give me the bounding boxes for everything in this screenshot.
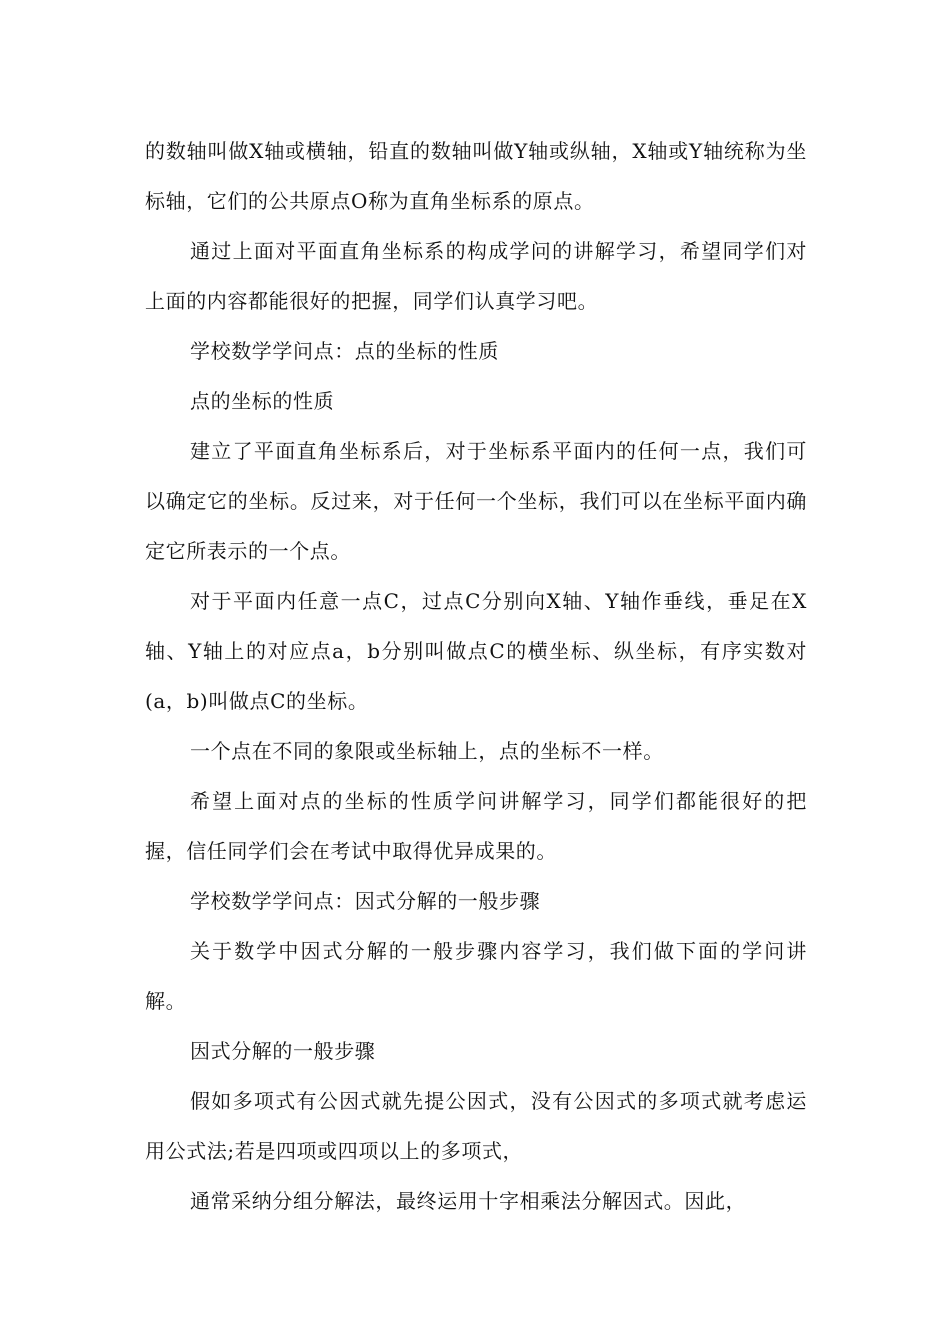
paragraph-axis-definition: 的数轴叫做X轴或横轴，铅直的数轴叫做Y轴或纵轴，X轴或Y轴统称为坐标轴，它们的公共原点O称为直角坐标系的原点。 bbox=[145, 139, 807, 213]
section-heading-factorization: 学校数学学问点：因式分解的一般步骤 bbox=[190, 889, 541, 913]
document-body bbox=[145, 126, 807, 1226]
paragraph-factorization-step-one: 假如多项式有公因式就先提公因式，没有公因式的多项式就考虑运用公式法;若是四项或四项以上的多项式， bbox=[145, 1089, 807, 1163]
paragraph-factorization-intro: 关于数学中因式分解的一般步骤内容学习，我们做下面的学问讲解。 bbox=[145, 939, 807, 1013]
paragraph-summary-coordinate-system: 通过上面对平面直角坐标系的构成学问的讲解学习，希望同学们对上面的内容都能很好的把握，同学们认真学习吧。 bbox=[145, 239, 807, 313]
subheading-point-coordinate: 点的坐标的性质 bbox=[190, 389, 335, 413]
paragraph-coordinate-correspondence: 建立了平面直角坐标系后，对于坐标系平面内的任何一点，我们可以确定它的坐标。反过来，对于任何一个坐标，我们可以在坐标平面内确定它所表示的一个点。 bbox=[145, 439, 807, 563]
paragraph-quadrant-note: 一个点在不同的象限或坐标轴上，点的坐标不一样。 bbox=[190, 739, 664, 763]
paragraph-point-c-coordinates: 对于平面内任意一点C，过点C分别向X轴、Y轴作垂线，垂足在X轴、Y轴上的对应点a，b分别叫做点C的横坐标、纵坐标，有序实数对(a，b)叫做点C的坐标。 bbox=[145, 589, 807, 713]
paragraph-factorization-step-two: 通常采纳分组分解法，最终运用十字相乘法分解因式。因此， bbox=[190, 1189, 747, 1213]
section-heading-point-coordinate: 学校数学学问点：点的坐标的性质 bbox=[190, 339, 499, 363]
paragraph-summary-point-coordinate: 希望上面对点的坐标的性质学问讲解学习，同学们都能很好的把握，信任同学们会在考试中取得优异成果的。 bbox=[145, 789, 807, 863]
subheading-factorization-steps: 因式分解的一般步骤 bbox=[190, 1039, 376, 1063]
